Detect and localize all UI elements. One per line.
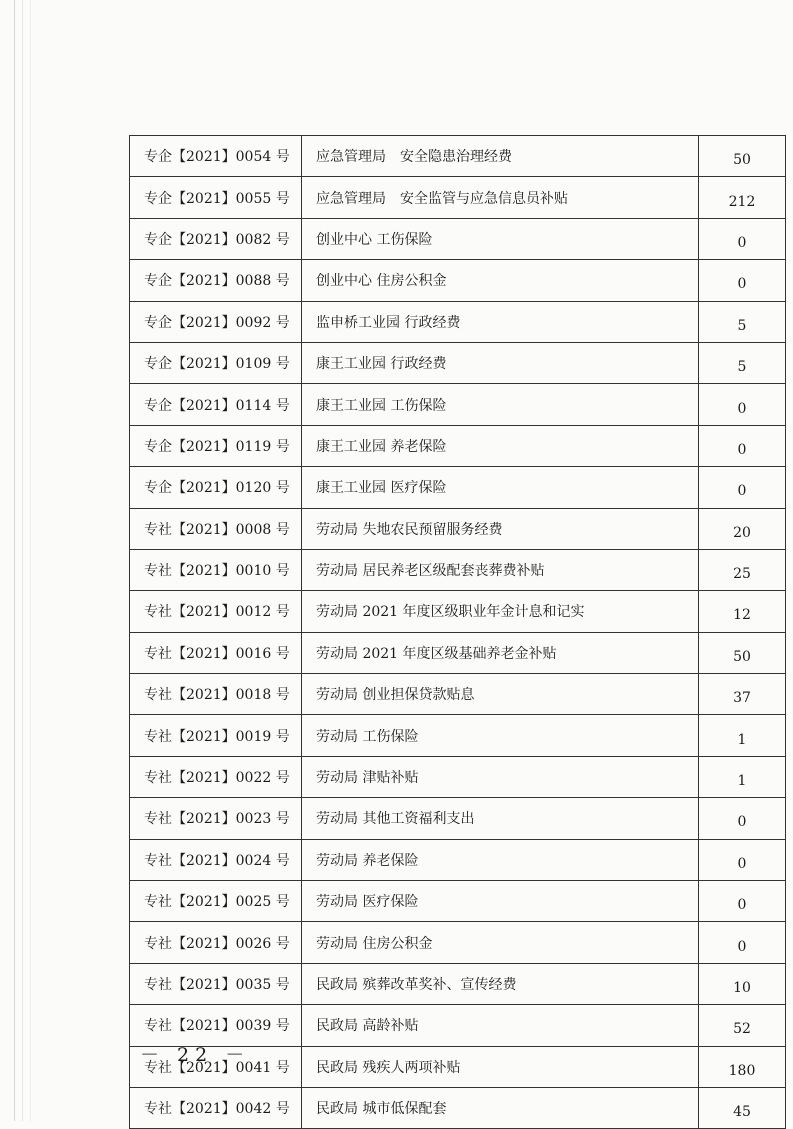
row-description-cell: 劳动局 创业担保贷款贴息 [302, 674, 699, 715]
table-row [130, 260, 786, 301]
table-row [130, 218, 786, 259]
table-row [130, 177, 786, 218]
row-code-cell: 专企【2021】0114 号 [130, 384, 302, 425]
table-row [130, 798, 786, 839]
row-description-cell: 劳动局 住房公积金 [302, 922, 699, 963]
row-code-cell: 专社【2021】0010 号 [130, 549, 302, 590]
row-amount-cell: 0 [699, 425, 786, 466]
row-description-cell: 劳动局 津贴补贴 [302, 756, 699, 797]
table-row [130, 756, 786, 797]
row-amount-cell: 0 [699, 218, 786, 259]
row-code-cell: 专社【2021】0024 号 [130, 839, 302, 880]
row-amount-cell: 180 [699, 1046, 786, 1087]
table-row [130, 632, 786, 673]
page-edge-shadow [22, 0, 23, 1121]
row-description-cell: 民政局 城市低保配套 [302, 1087, 699, 1128]
budget-table [129, 135, 786, 1129]
table-row [130, 301, 786, 342]
row-amount-cell: 0 [699, 922, 786, 963]
table-row [130, 342, 786, 383]
table-row [130, 467, 786, 508]
row-amount-cell: 37 [699, 674, 786, 715]
row-description-cell: 劳动局 2021 年度区级职业年金计息和记实 [302, 591, 699, 632]
row-code-cell: 专企【2021】0119 号 [130, 425, 302, 466]
row-amount-cell: 5 [699, 301, 786, 342]
row-amount-cell: 5 [699, 342, 786, 383]
table-row [130, 1087, 786, 1128]
row-amount-cell: 1 [699, 756, 786, 797]
page-edge-shadow [14, 0, 15, 1121]
row-description-cell: 劳动局 2021 年度区级基础养老金补贴 [302, 632, 699, 673]
row-code-cell: 专社【2021】0026 号 [130, 922, 302, 963]
row-code-cell: 专社【2021】0023 号 [130, 798, 302, 839]
row-amount-cell: 0 [699, 467, 786, 508]
row-description-cell: 康王工业园 养老保险 [302, 425, 699, 466]
row-code-cell: 专社【2021】0016 号 [130, 632, 302, 673]
row-code-cell: 专社【2021】0041 号 [130, 1046, 302, 1087]
row-amount-cell: 1 [699, 715, 786, 756]
row-code-cell: 专社【2021】0018 号 [130, 674, 302, 715]
table-row [130, 881, 786, 922]
table-row [130, 425, 786, 466]
table-row [130, 715, 786, 756]
row-code-cell: 专企【2021】0109 号 [130, 342, 302, 383]
table-row [130, 963, 786, 1004]
row-amount-cell: 0 [699, 881, 786, 922]
row-description-cell: 民政局 殡葬改革奖补、宣传经费 [302, 963, 699, 1004]
row-description-cell: 劳动局 失地农民预留服务经费 [302, 508, 699, 549]
row-amount-cell: 10 [699, 963, 786, 1004]
table-row [130, 674, 786, 715]
row-description-cell: 劳动局 工伤保险 [302, 715, 699, 756]
row-code-cell: 专企【2021】0082 号 [130, 218, 302, 259]
row-code-cell: 专社【2021】0039 号 [130, 1005, 302, 1046]
row-description-cell: 康王工业园 医疗保险 [302, 467, 699, 508]
row-code-cell: 专社【2021】0025 号 [130, 881, 302, 922]
row-amount-cell: 0 [699, 260, 786, 301]
row-code-cell: 专企【2021】0120 号 [130, 467, 302, 508]
row-description-cell: 民政局 残疾人两项补贴 [302, 1046, 699, 1087]
table-row [130, 384, 786, 425]
row-amount-cell: 0 [699, 839, 786, 880]
row-code-cell: 专企【2021】0092 号 [130, 301, 302, 342]
row-description-cell: 康王工业园 工伤保险 [302, 384, 699, 425]
row-description-cell: 应急管理局 安全隐患治理经费 [302, 136, 699, 177]
row-description-cell: 民政局 高龄补贴 [302, 1005, 699, 1046]
table-row [130, 839, 786, 880]
page-edge-shadow [30, 0, 31, 1121]
row-description-cell: 康王工业园 行政经费 [302, 342, 699, 383]
table-row [130, 136, 786, 177]
row-description-cell: 应急管理局 安全监管与应急信息员补贴 [302, 177, 699, 218]
row-amount-cell: 0 [699, 384, 786, 425]
row-description-cell: 创业中心 住房公积金 [302, 260, 699, 301]
row-code-cell: 专社【2021】0022 号 [130, 756, 302, 797]
row-description-cell: 劳动局 其他工资福利支出 [302, 798, 699, 839]
budget-table-body [130, 136, 786, 1129]
row-description-cell: 创业中心 工伤保险 [302, 218, 699, 259]
row-code-cell: 专社【2021】0012 号 [130, 591, 302, 632]
table-row [130, 549, 786, 590]
row-code-cell: 专社【2021】0042 号 [130, 1087, 302, 1128]
row-amount-cell: 12 [699, 591, 786, 632]
table-row [130, 591, 786, 632]
row-amount-cell: 45 [699, 1087, 786, 1128]
row-amount-cell: 212 [699, 177, 786, 218]
table-row [130, 508, 786, 549]
row-description-cell: 劳动局 居民养老区级配套丧葬费补贴 [302, 549, 699, 590]
row-description-cell: 劳动局 养老保险 [302, 839, 699, 880]
page-number: － 22 － [140, 1044, 251, 1066]
row-code-cell: 专社【2021】0019 号 [130, 715, 302, 756]
row-amount-cell: 50 [699, 632, 786, 673]
row-amount-cell: 50 [699, 136, 786, 177]
row-amount-cell: 52 [699, 1005, 786, 1046]
row-amount-cell: 20 [699, 508, 786, 549]
row-description-cell: 劳动局 医疗保险 [302, 881, 699, 922]
row-description-cell: 监申桥工业园 行政经费 [302, 301, 699, 342]
table-row [130, 922, 786, 963]
row-code-cell: 专企【2021】0055 号 [130, 177, 302, 218]
row-amount-cell: 25 [699, 549, 786, 590]
row-code-cell: 专社【2021】0035 号 [130, 963, 302, 1004]
row-code-cell: 专社【2021】0008 号 [130, 508, 302, 549]
row-code-cell: 专企【2021】0088 号 [130, 260, 302, 301]
row-amount-cell: 0 [699, 798, 786, 839]
row-code-cell: 专企【2021】0054 号 [130, 136, 302, 177]
